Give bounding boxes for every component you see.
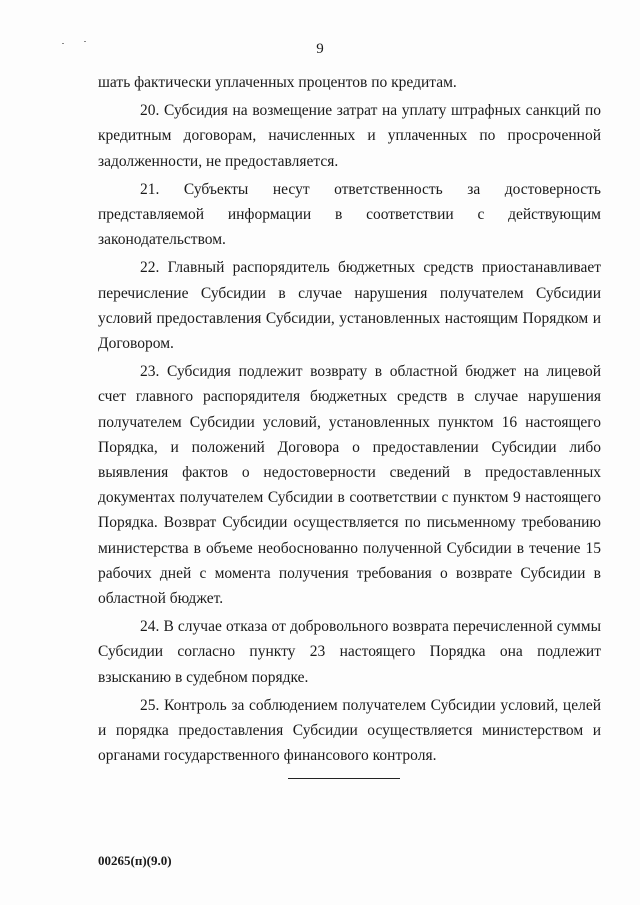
paragraph-continuation: шать фактически уплаченных процентов по кредитам. [98,74,457,91]
end-divider-line [288,778,400,779]
document-body [98,70,601,771]
document-code: 00265(п)(9.0) [98,853,172,868]
paragraph-24: 24. В случае отказа от добровольного возврата перечисленной суммы Субсидии согласно пункту 23 настоящего Порядка она подлежит взысканию в судебном порядке. [98,618,601,686]
paragraph-25: 25. Контроль за соблюдением получателем Субсидии условий, целей и порядка предоставления Субсидии осуществляется министерством и органами государственного финансового контроля. [98,696,601,765]
paragraph-21: 21. Субъекты несут ответственность за достоверность представляемой информации в соответствии с действующим законодательством. [98,180,601,249]
paragraph-20: 20. Субсидия на возмещение затрат на уплату штрафных санкций по кредитным договорам, начисленных и уплаченных по просроченной задолженности, не предоставляется. [98,102,601,170]
paragraph-23: 23. Субсидия подлежит возврату в областной бюджет на лицевой счет главного распорядителя бюджетных средств в случае нарушения получателем Субсидии условий, установленных пунктом 16 настоящего Порядка, и положений Договора о предоставлении Субсидии либо выявления фактов о недостоверности сведений в предоставленных документах получателем Субсидии в соответствии с пунктом 9 настоящего Порядка. Возврат Субсидии осуществляется по письменному требованию министерства в объеме необоснованно полученной Субсидии в течение 15 рабочих дней с момента получения требования о возврате Субсидии в областной бюджет. [98,363,601,608]
page-number: 9 [316,41,324,57]
paragraph-22: 22. Главный распорядитель бюджетных средств приостанавливает перечисление Субсидии в случае нарушения получателем Субсидии условий предоставления Субсидии, установленных настоящим Порядком и Договором. [98,259,601,353]
